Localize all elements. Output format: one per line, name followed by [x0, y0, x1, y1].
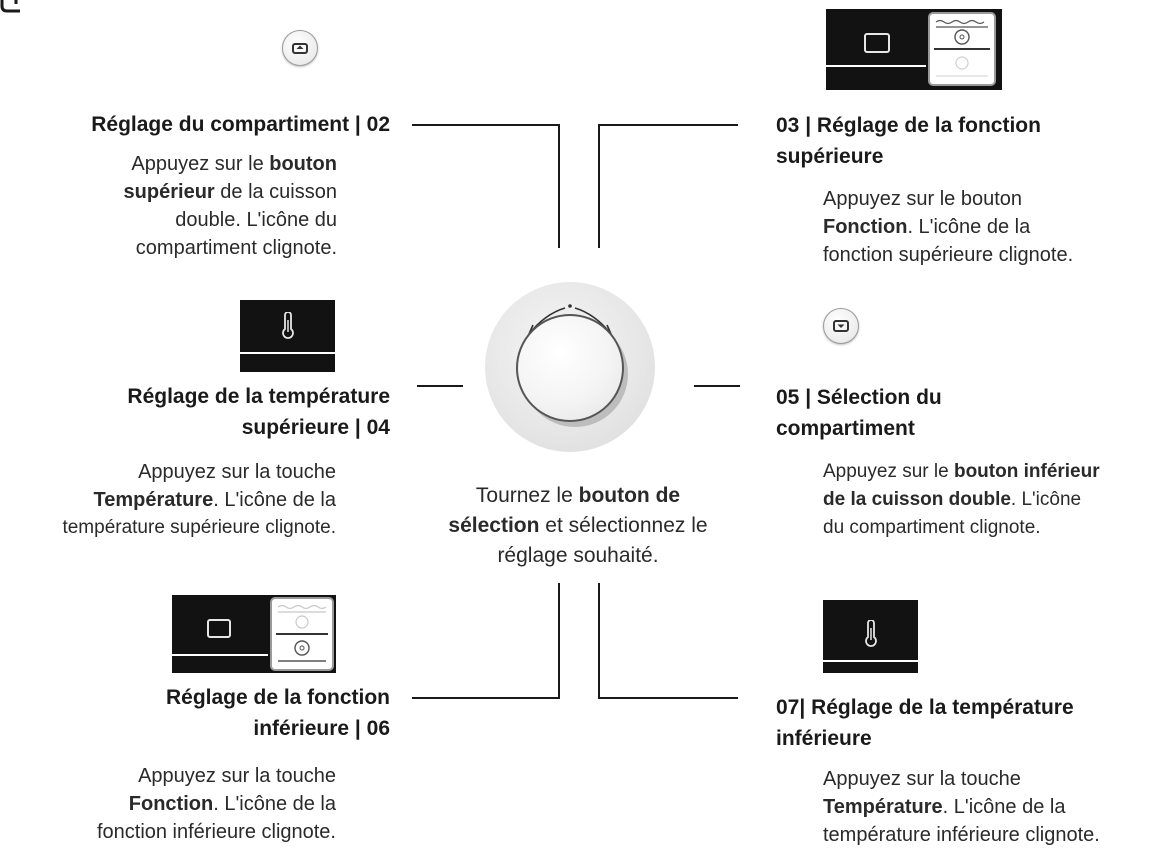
step-05-description: [823, 458, 1156, 542]
step-07-heading: 07| Réglage de la température inférieure: [776, 696, 1074, 750]
display-divider: [172, 654, 268, 656]
text-line: de la cuisson double. L'icône: [823, 489, 1082, 510]
step-04-heading: Réglage de la température supérieure | 04: [127, 385, 390, 439]
text-line: Fonction. L'icône de la: [128, 793, 336, 815]
connector-line: [558, 124, 560, 248]
upper-function-display: [826, 9, 1002, 90]
connector-line: [558, 583, 560, 699]
lower-compartment-button-icon[interactable]: [823, 308, 859, 344]
step-06-heading: Réglage de la fonction inférieure | 06: [165, 686, 390, 740]
upper-temperature-display: [240, 300, 335, 372]
connector-line: [412, 697, 560, 699]
text-line: Fonction. L'icône de la: [823, 216, 1031, 238]
text-line: sélection et sélectionnez le: [448, 514, 708, 537]
connector-line: [694, 385, 740, 387]
text-line: réglage souhaité.: [497, 544, 659, 567]
text-line: Tournez le bouton de: [475, 484, 681, 507]
lower-temperature-display: [823, 600, 918, 673]
knob-center[interactable]: [516, 314, 624, 422]
connector-line: [598, 124, 738, 126]
step-03-heading: 03 | Réglage de la fonction supérieure: [776, 114, 1041, 168]
thermometer-icon: [862, 620, 880, 648]
connector-line: [417, 385, 463, 387]
text-line: supérieur de la cuisson: [123, 181, 337, 203]
text-line: fonction inférieure clignote.: [96, 821, 336, 843]
display-divider: [240, 352, 335, 354]
text-line: Appuyez sur la touche: [823, 768, 1021, 790]
connector-line: [412, 124, 560, 126]
lower-function-display: [172, 595, 336, 673]
compartment-display-icon: [207, 619, 231, 638]
text-line: fonction supérieure clignote.: [823, 244, 1074, 266]
text-line: double. L'icône du: [175, 209, 337, 231]
text-line: Température. L'icône de la: [93, 489, 336, 511]
step-05-heading: 05 | Sélection du compartiment: [776, 386, 942, 440]
step-03-description: [823, 185, 1156, 269]
step-06-description: [0, 762, 336, 846]
text-line: Température. L'icône de la: [823, 796, 1066, 818]
text-line: Appuyez sur la touche: [138, 765, 336, 787]
text-line: Appuyez sur le bouton: [823, 188, 1023, 210]
upper-compartment-button-icon[interactable]: [282, 30, 318, 66]
connector-line: [598, 124, 600, 248]
text-line: Appuyez sur la touche: [138, 461, 336, 483]
display-divider: [823, 660, 918, 662]
step-04-description: [0, 458, 336, 542]
text-line: température supérieure clignote.: [62, 517, 336, 538]
step-02-description: [0, 150, 337, 262]
text-line: Appuyez sur le bouton: [131, 153, 337, 175]
corner-icon: [0, 0, 22, 14]
text-line: compartiment clignote.: [135, 237, 337, 259]
connector-line: [598, 583, 600, 699]
fan-oven-icon: [928, 12, 996, 86]
step-02-heading: Réglage du compartiment | 02: [91, 113, 390, 136]
display-divider: [826, 65, 926, 67]
compartment-display-icon: [864, 33, 890, 53]
thermometer-icon: [279, 312, 297, 340]
text-line: Appuyez sur le bouton inférieur: [823, 461, 1100, 482]
text-line: du compartiment clignote.: [823, 517, 1041, 538]
text-line: température inférieure clignote.: [823, 824, 1100, 846]
center-description: [398, 481, 758, 571]
connector-line: [598, 697, 738, 699]
fan-oven-icon: [270, 597, 334, 671]
selection-knob[interactable]: [485, 282, 655, 452]
step-07-description: [823, 765, 1156, 849]
